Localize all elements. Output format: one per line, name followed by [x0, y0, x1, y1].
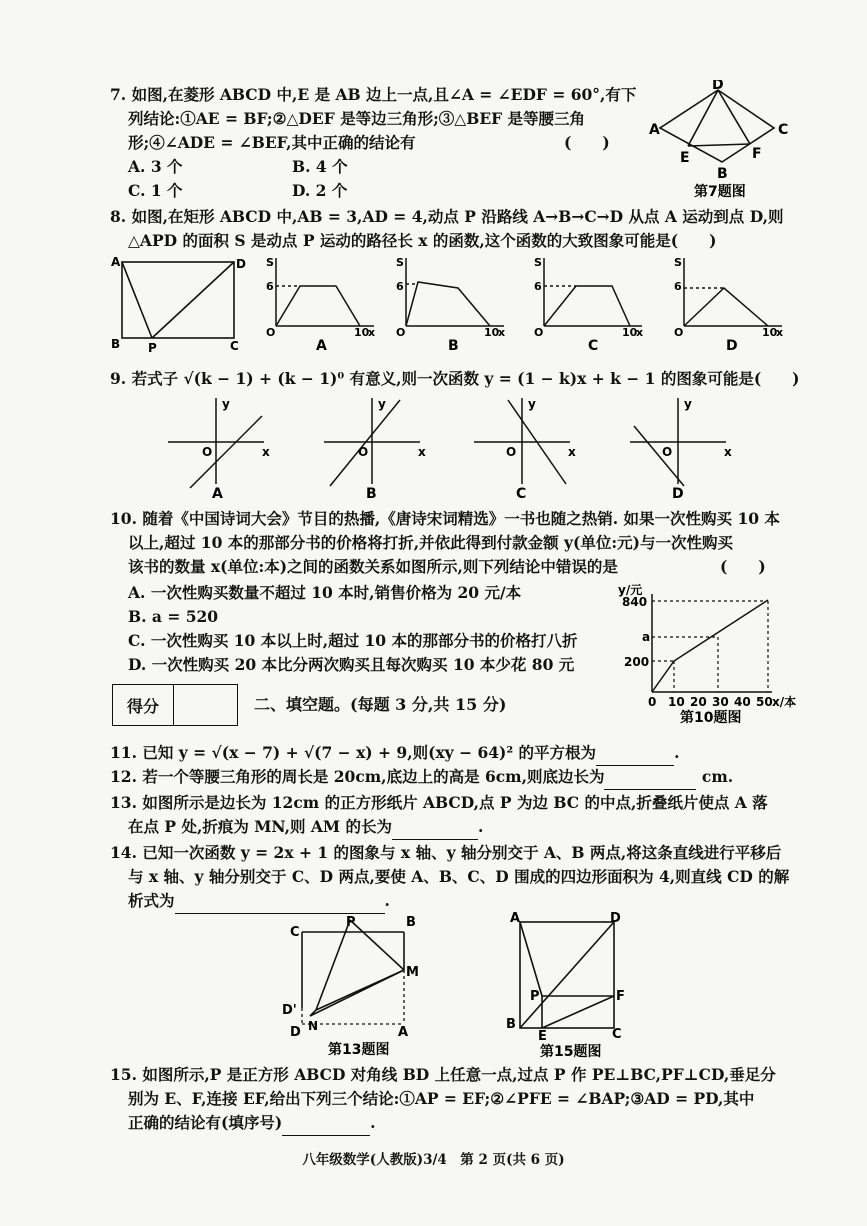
- q7-point-b: B: [717, 166, 728, 182]
- q13-text: 在点 P 处,折痕为 MN,则 AM 的长为: [128, 817, 392, 836]
- q9-graph-c-label: C: [516, 486, 527, 502]
- q10-y-tick-a: a: [642, 630, 651, 644]
- q7-line3: 形;④∠ADE = ∠BEF,其中正确的结论有: [128, 133, 416, 152]
- q8-graph-b-ten-label: 10: [484, 326, 500, 339]
- fig13-point-c: C: [290, 925, 300, 940]
- q8-point-b: B: [111, 337, 121, 351]
- q10-option-c: C. 一次性购买 10 本以上时,超过 10 本的那部分书的价格打八折: [128, 631, 578, 650]
- q7-rhombus-figure: [646, 80, 796, 205]
- q9-graph-d-label: D: [672, 486, 684, 502]
- q15-line3: 正确的结论有(填序号) .: [128, 1110, 376, 1136]
- q8-graph-c-s-label: S: [534, 256, 542, 269]
- q8-graph-b: [392, 254, 522, 354]
- q12-text: 12. 若一个等腰三角形的周长是 20cm,底边上的高是 6cm,则底边长为: [110, 767, 605, 786]
- q8-graph-c-x-label: x: [636, 326, 644, 339]
- q15-line2: 别为 E、F,连接 EF,给出下列三个结论:①AP = EF;②∠PFE = ∠BAP;③AD = PD,其中: [128, 1089, 755, 1108]
- q9-graph-a-o: O: [202, 445, 213, 459]
- q10-line3: 该书的数量 x(单位:本)之间的函数关系如图所示,则下列结论中错误的是: [128, 557, 618, 576]
- q13-line1: 13. 如图所示是边长为 12cm 的正方形纸片 ABCD,点 P 为边 BC 的中点,折叠纸片使点 A 落: [110, 793, 768, 812]
- q15-line1: 15. 如图所示,P 是正方形 ABCD 对角线 BD 上任意一点,过点 P 作 PE⊥BC,PF⊥CD,垂足分: [110, 1065, 776, 1084]
- q9-graph-d-y: y: [684, 397, 692, 411]
- fig15-caption: 第15题图: [540, 1044, 602, 1060]
- score-field[interactable]: [174, 685, 237, 725]
- page-footer: 八年级数学(人教版)3/4 第 2 页(共 6 页): [302, 1152, 565, 1168]
- q15-text: 正确的结论有(填序号): [128, 1113, 283, 1132]
- q8-graph-a-s-label: S: [266, 256, 274, 269]
- q10-line1: 10. 随着《中国诗词大会》节目的热播,《唐诗宋词精选》一书也随之热销. 如果一次性购买 10 本: [110, 509, 780, 528]
- q10-x-tick-10: 10: [668, 695, 685, 709]
- q8-graph-a-label: A: [316, 338, 327, 354]
- q8-line1: 8. 如图,在矩形 ABCD 中,AB = 3,AD = 4,动点 P 沿路线 A→B→C→D 从点 A 运动到点 D,则: [110, 207, 784, 226]
- q10-line2: 以上,超过 10 本的那部分书的价格将打折,并依此得到付款金额 y(单位:元)与一次性购买: [128, 533, 733, 552]
- q12-unit: cm.: [701, 767, 734, 786]
- q8-graph-b-x-label: x: [498, 326, 506, 339]
- q9-graph-b-label: B: [366, 486, 377, 502]
- q10-x-tick-30: 30: [712, 695, 729, 709]
- q8-graph-d-origin: O: [674, 326, 684, 339]
- q8-rectangle-figure: [108, 254, 248, 354]
- fig15-point-p: P: [530, 989, 540, 1004]
- q8-graph-b-six-label: 6: [396, 280, 404, 293]
- q7-caption: 第7题图: [694, 184, 746, 200]
- q8-point-c: C: [230, 339, 239, 353]
- q8-graph-b-origin: O: [396, 326, 406, 339]
- q7-paren: ( ): [564, 133, 610, 152]
- q8-graph-a: [262, 254, 392, 354]
- q10-y-axis-label: y/元: [618, 583, 643, 597]
- q8-graph-a-six-label: 6: [266, 280, 274, 293]
- q8-graph-d-x-label: x: [776, 326, 784, 339]
- fig13-folding-figure: [280, 912, 440, 1062]
- q14-line1: 14. 已知一次函数 y = 2x + 1 的图象与 x 轴、y 轴分别交于 A、B 两点,将这条直线进行平移后: [110, 843, 782, 862]
- q7-point-d: D: [712, 80, 724, 93]
- q8-graph-a-x-label: x: [368, 326, 376, 339]
- q9-graph-a-label: A: [212, 486, 223, 502]
- q7-option-c: C. 1 个: [128, 181, 183, 200]
- q8-point-p: P: [148, 341, 157, 354]
- q9-graph-d: [622, 394, 742, 502]
- fig13-point-m: M: [406, 965, 419, 980]
- q9-graph-c-o: O: [506, 445, 517, 459]
- q10-x-tick-40: 40: [734, 695, 751, 709]
- q14-line3: 析式为 .: [128, 888, 390, 914]
- q14-line2: 与 x 轴、y 轴分别交于 C、D 两点,要使 A、B、C、D 围成的四边形面积为 4,则直线 CD 的解: [128, 867, 790, 886]
- q9-graph-b-y: y: [378, 397, 386, 411]
- q8-graph-d-ten-label: 10: [762, 326, 778, 339]
- q9-graph-d-o: O: [662, 445, 673, 459]
- fig15-point-b: B: [506, 1017, 516, 1032]
- q9-graph-d-x: x: [724, 445, 732, 459]
- q14-text: 析式为: [128, 891, 175, 910]
- q8-graph-d-s-label: S: [674, 256, 682, 269]
- q10-x-axis-label: x/本: [772, 695, 797, 709]
- q9-graph-a-y: y: [222, 397, 230, 411]
- q8-graph-c: [530, 254, 660, 354]
- q10-option-a: A. 一次性购买数量不超过 10 本时,销售价格为 20 元/本: [128, 583, 522, 602]
- q7-option-d: D. 2 个: [292, 181, 348, 200]
- q9-graph-c: [466, 394, 586, 502]
- q8-graph-a-origin: O: [266, 326, 276, 339]
- q9-graph-b-x: x: [418, 445, 426, 459]
- q10-option-b: B. a = 520: [128, 607, 219, 626]
- fig13-point-p: P: [346, 915, 356, 930]
- q8-graph-c-six-label: 6: [534, 280, 542, 293]
- q10-caption: 第10题图: [680, 710, 742, 726]
- q11-line: 11. 已知 y = √(x − 7) + √(7 − x) + 9,则(xy − 64)² 的平方根为 .: [110, 740, 679, 766]
- fig15-square-figure: [500, 908, 640, 1063]
- q13-line2: 在点 P 处,折痕为 MN,则 AM 的长为 .: [128, 814, 483, 840]
- q10-graph: [612, 580, 804, 726]
- q12-answer-blank[interactable]: [604, 771, 696, 790]
- q7-point-a: A: [649, 122, 660, 138]
- q8-graph-c-label: C: [588, 338, 599, 354]
- fig13-point-a: A: [398, 1025, 409, 1040]
- q9-graph-c-x: x: [568, 445, 576, 459]
- q10-x-tick-20: 20: [690, 695, 707, 709]
- fig15-point-e: E: [538, 1029, 547, 1044]
- q7-point-c: C: [778, 122, 789, 138]
- q12-line: [110, 764, 733, 790]
- q8-graph-c-origin: O: [534, 326, 544, 339]
- fig15-point-c: C: [612, 1027, 622, 1042]
- q8-graph-d-six-label: 6: [674, 280, 682, 293]
- q8-line2: △APD 的面积 S 是动点 P 运动的路径长 x 的函数,这个函数的大致图象可能是( ): [128, 231, 717, 250]
- fig13-point-n: N: [308, 1019, 319, 1033]
- q8-graph-a-ten-label: 10: [354, 326, 370, 339]
- q9-graph-b: [316, 394, 436, 502]
- fig13-point-d: D: [290, 1025, 301, 1040]
- q7-option-b: B. 4 个: [292, 157, 348, 176]
- q8-point-a: A: [111, 255, 121, 269]
- fig13-point-b: B: [406, 915, 416, 930]
- q11-text: 11. 已知 y = √(x − 7) + √(7 − x) + 9,则(xy − 64)² 的平方根为: [110, 743, 597, 762]
- q9-graph-c-y: y: [528, 397, 536, 411]
- score-label: 得分: [113, 685, 174, 725]
- fig15-point-f: F: [616, 989, 625, 1004]
- q8-graph-b-label: B: [448, 338, 459, 354]
- fig15-point-d: D: [610, 911, 621, 926]
- q7-point-f: F: [752, 146, 762, 162]
- score-box: [112, 684, 238, 726]
- q10-option-d: D. 一次性购买 20 本比分两次购买且每次购买 10 本少花 80 元: [128, 655, 575, 674]
- q8-graph-d: [670, 254, 800, 354]
- q10-y-tick-840: 840: [622, 595, 648, 609]
- fig15-point-a: A: [510, 911, 521, 926]
- q8-graph-b-s-label: S: [396, 256, 404, 269]
- q10-y-tick-200: 200: [624, 655, 650, 669]
- q9-graph-a-x: x: [262, 445, 270, 459]
- q10-x-tick-0: 0: [648, 695, 657, 709]
- q7-point-e: E: [680, 150, 690, 166]
- fig13-point-d-prime: D': [282, 1003, 297, 1018]
- q8-graph-c-ten-label: 10: [622, 326, 638, 339]
- section-2-title: 二、填空题。(每题 3 分,共 15 分): [254, 695, 507, 714]
- q8-graph-d-label: D: [726, 338, 738, 354]
- q13-answer-blank[interactable]: [392, 821, 478, 840]
- q7-line2: 列结论:①AE = BF;②△DEF 是等边三角形;③△BEF 是等腰三角: [128, 109, 586, 128]
- q10-x-tick-50: 50: [756, 695, 773, 709]
- q8-point-d: D: [236, 257, 246, 271]
- q9-graph-a: [160, 394, 280, 502]
- q10-paren: ( ): [720, 557, 766, 576]
- q9-graph-b-o: O: [358, 445, 369, 459]
- fig13-caption: 第13题图: [328, 1042, 390, 1058]
- q15-answer-blank[interactable]: [282, 1117, 370, 1136]
- q7-option-a: A. 3 个: [128, 157, 183, 176]
- q9-line1: 9. 若式子 √(k − 1) + (k − 1)⁰ 有意义,则一次函数 y = (1 − k)x + k − 1 的图象可能是( ): [110, 369, 800, 388]
- q7-line1: 7. 如图,在菱形 ABCD 中,E 是 AB 边上一点,且∠A = ∠EDF = 60°,有下: [110, 85, 637, 104]
